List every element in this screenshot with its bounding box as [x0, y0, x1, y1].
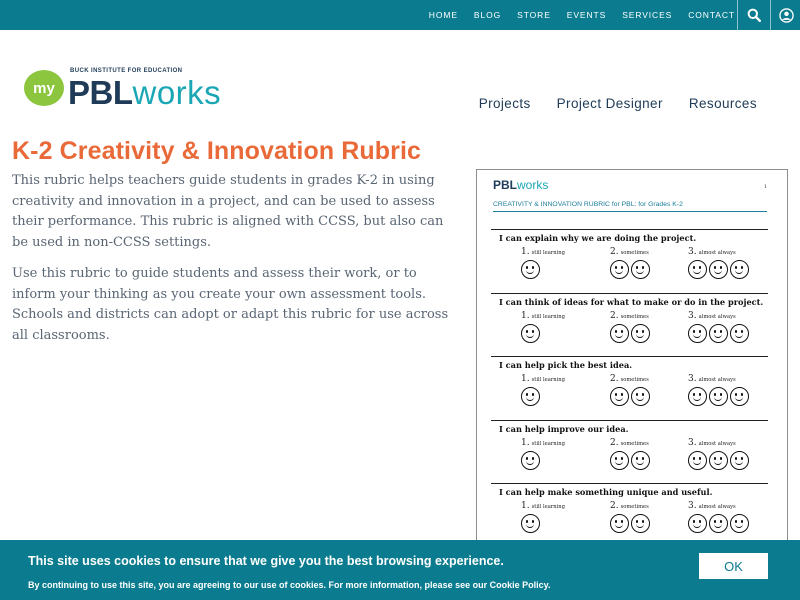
top-nav-services[interactable]: SERVICES: [622, 10, 673, 20]
rubric-level-label: [521, 501, 565, 513]
smiley-face-icon: [709, 324, 728, 343]
top-nav-home[interactable]: HOME: [428, 10, 458, 20]
rubric-faces: [688, 387, 751, 406]
rubric-logo-pbl: PBL: [493, 178, 517, 192]
logo-works: works: [132, 74, 222, 111]
smiley-face-icon: [709, 260, 728, 279]
smiley-face-icon: [631, 324, 650, 343]
smiley-face-icon: [709, 387, 728, 406]
logo-institute-text: BUCK INSTITUTE FOR EDUCATION: [70, 68, 183, 74]
rubric-preview-image[interactable]: [476, 169, 788, 549]
smiley-face-icon: [521, 324, 540, 343]
rubric-faces: [688, 451, 751, 470]
smiley-face-icon: [709, 514, 728, 533]
rubric-level-number: 3.: [688, 310, 697, 321]
rubric-item: [477, 420, 788, 484]
smiley-face-icon: [730, 451, 749, 470]
rubric-heading: CREATIVITY & INNOVATION RUBRIC for PBL: for Grades K-2: [493, 201, 683, 208]
rubric-level-label: [521, 438, 565, 450]
rubric-level-label: [610, 374, 652, 386]
main-nav: [453, 96, 757, 111]
logo-wordmark: [68, 74, 221, 112]
rubric-level: [521, 438, 565, 470]
rubric-item-statement: I can help improve our idea.: [499, 423, 629, 434]
rubric-item-divider: [491, 293, 768, 294]
rubric-level: [610, 501, 652, 533]
rubric-level-label: [610, 247, 652, 259]
cookie-ok-button[interactable]: OK: [699, 553, 768, 579]
smiley-face-icon: [631, 260, 650, 279]
rubric-level: [521, 247, 565, 279]
rubric-faces: [688, 514, 751, 533]
cookie-message: This site uses cookies to ensure that we give you the best browsing experience.: [28, 554, 504, 568]
top-nav-store[interactable]: STORE: [517, 10, 551, 20]
rubric-heading-rule: [493, 211, 767, 212]
smiley-face-icon: [521, 260, 540, 279]
smiley-face-icon: [730, 260, 749, 279]
logo-pbl: PBL: [68, 74, 133, 111]
nav-resources[interactable]: Resources: [688, 96, 757, 111]
rubric-level-number: 2.: [610, 501, 619, 511]
rubric-level-text: almost always: [698, 313, 736, 320]
rubric-level: [688, 501, 751, 533]
logo-my-bubble: my: [24, 70, 64, 106]
smiley-face-icon: [688, 324, 707, 343]
rubric-item: [477, 483, 788, 547]
rubric-level-number: 1.: [521, 374, 530, 384]
rubric-level: [610, 438, 652, 470]
rubric-level-number: 1.: [521, 310, 530, 321]
rubric-level-label: [521, 311, 565, 323]
description-paragraph-2: Use this rubric to guide students and assess their work, or to inform your thinking as you create your own assessment tools. Schools and districts can adopt or adapt this rubric for use across all classrooms.: [12, 266, 449, 343]
smiley-face-icon: [730, 324, 749, 343]
rubric-faces: [688, 260, 751, 279]
rubric-faces: [521, 451, 565, 470]
rubric-level-text: still learning: [531, 313, 565, 320]
rubric-item-divider: [491, 483, 768, 484]
rubric-level-text: sometimes: [620, 504, 649, 510]
rubric-level: [610, 247, 652, 279]
cookie-banner: [0, 540, 800, 600]
smiley-face-icon: [631, 387, 650, 406]
rubric-level: [688, 438, 751, 470]
rubric-level: [688, 311, 751, 343]
user-icon: [779, 8, 794, 23]
cookie-detail: By continuing to use this site, you are agreeing to our use of cookies. For more information, please see our Cookie Policy.: [28, 580, 551, 590]
search-icon: [747, 8, 761, 22]
smiley-face-icon: [521, 387, 540, 406]
smiley-face-icon: [730, 387, 749, 406]
rubric-level-number: 3.: [688, 374, 697, 384]
smiley-face-icon: [610, 514, 629, 533]
rubric-level-label: [688, 311, 751, 323]
rubric-level: [521, 501, 565, 533]
rubric-level: [688, 374, 751, 406]
rubric-level-label: [610, 311, 652, 323]
nav-project-designer[interactable]: Project Designer: [556, 96, 663, 111]
rubric-faces: [610, 387, 652, 406]
smiley-face-icon: [688, 451, 707, 470]
rubric-level: [610, 374, 652, 406]
rubric-faces: [521, 514, 565, 533]
rubric-faces: [521, 260, 565, 279]
rubric-page-number: 1: [763, 184, 767, 190]
rubric-level-label: [688, 247, 751, 259]
rubric-faces: [521, 324, 565, 343]
rubric-faces: [521, 387, 565, 406]
smiley-face-icon: [688, 260, 707, 279]
rubric-level-number: 3.: [688, 247, 697, 257]
rubric-item-divider: [491, 356, 768, 357]
rubric-item-divider: [491, 420, 768, 421]
smiley-face-icon: [610, 387, 629, 406]
nav-projects[interactable]: Projects: [478, 96, 531, 111]
search-button[interactable]: [737, 0, 769, 30]
rubric-level-number: 2.: [610, 310, 619, 321]
rubric-item: [477, 293, 788, 357]
rubric-level-number: 1.: [521, 437, 530, 448]
rubric-faces: [610, 514, 652, 533]
rubric-item-statement: I can help pick the best idea.: [499, 360, 633, 370]
smiley-face-icon: [521, 514, 540, 533]
rubric-level-label: [610, 438, 652, 450]
smiley-face-icon: [730, 514, 749, 533]
smiley-face-icon: [688, 387, 707, 406]
rubric-level-number: 2.: [610, 437, 619, 448]
rubric-faces: [688, 324, 751, 343]
smiley-face-icon: [610, 324, 629, 343]
rubric-level-text: almost always: [698, 250, 736, 256]
rubric-item-divider: [491, 229, 768, 230]
rubric-level-label: [688, 438, 751, 450]
rubric-level-text: sometimes: [620, 250, 649, 256]
rubric-level-number: 2.: [610, 247, 619, 257]
rubric-level-text: almost always: [698, 504, 736, 510]
rubric-level: [521, 311, 565, 343]
account-button[interactable]: [770, 0, 800, 30]
rubric-level-number: 3.: [688, 437, 697, 448]
rubric-level-text: sometimes: [620, 440, 649, 447]
smiley-face-icon: [709, 451, 728, 470]
rubric-level-text: sometimes: [620, 377, 649, 383]
smiley-face-icon: [631, 451, 650, 470]
rubric-level-label: [688, 501, 751, 513]
rubric-level: [521, 374, 565, 406]
smiley-face-icon: [521, 451, 540, 470]
rubric-faces: [610, 324, 652, 343]
rubric-item: [477, 356, 788, 420]
rubric-level-number: 2.: [610, 374, 619, 384]
rubric-level-number: 3.: [688, 501, 697, 511]
rubric-item-statement: I can explain why we are doing the project.: [499, 233, 697, 243]
rubric-item-statement: I can help make something unique and useful.: [499, 487, 713, 497]
page-title: K-2 Creativity & Innovation Rubric: [12, 137, 422, 165]
smiley-face-icon: [610, 260, 629, 279]
smiley-face-icon: [688, 514, 707, 533]
rubric-level: [688, 247, 751, 279]
rubric-level-label: [521, 374, 565, 386]
rubric-level-text: almost always: [698, 377, 736, 383]
rubric-faces: [610, 451, 652, 470]
rubric-faces: [610, 260, 652, 279]
rubric-level-text: still learning: [531, 250, 565, 256]
description-paragraph-1: This rubric helps teachers guide students in grades K-2 in using creativity and innovation in a project, and can be used to assess their performance. This rubric is aligned with CCSS, but also can be used in non-CCSS settings.: [12, 173, 444, 250]
rubric-logo: [493, 178, 548, 192]
rubric-level-text: sometimes: [620, 313, 649, 320]
smiley-face-icon: [610, 451, 629, 470]
rubric-level-label: [610, 501, 652, 513]
rubric-level: [610, 311, 652, 343]
rubric-item-statement: I can think of ideas for what to make or do in the project.: [499, 296, 764, 307]
smiley-face-icon: [631, 514, 650, 533]
rubric-level-label: [521, 247, 565, 259]
rubric-level-number: 1.: [521, 501, 530, 511]
top-nav-blog[interactable]: BLOG: [473, 10, 502, 20]
rubric-item: [477, 229, 788, 293]
rubric-level-text: still learning: [531, 440, 565, 447]
top-nav-contact[interactable]: CONTACT: [688, 10, 735, 20]
top-nav-events[interactable]: EVENTS: [566, 10, 607, 20]
top-bar: [0, 0, 800, 30]
rubric-logo-works: works: [517, 178, 549, 192]
rubric-level-text: almost always: [698, 440, 736, 447]
rubric-level-label: [688, 374, 751, 386]
rubric-level-number: 1.: [521, 247, 530, 257]
mypblworks-logo[interactable]: [24, 66, 246, 112]
rubric-level-text: still learning: [531, 504, 565, 510]
top-nav: [413, 0, 735, 30]
rubric-level-text: still learning: [531, 377, 565, 383]
